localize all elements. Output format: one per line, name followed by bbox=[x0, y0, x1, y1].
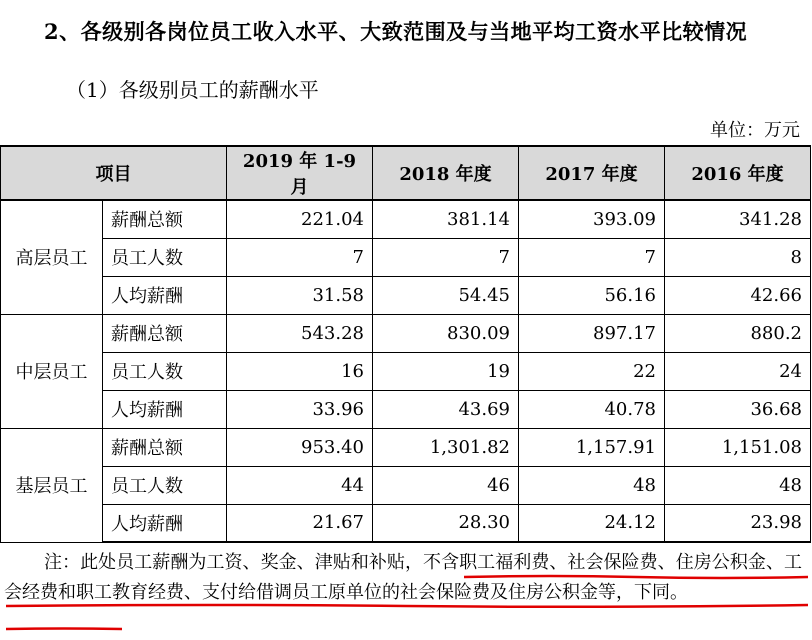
table-row bbox=[1, 276, 811, 314]
value-cell: 543.28 bbox=[227, 314, 373, 352]
header-2016: 2016 年度 bbox=[665, 146, 811, 200]
value-cell: 23.98 bbox=[665, 504, 811, 542]
metric-label: 人均薪酬 bbox=[103, 390, 227, 428]
unit-label: 单位：万元 bbox=[710, 120, 800, 141]
value-cell: 42.66 bbox=[665, 276, 811, 314]
group-label: 中层员工 bbox=[1, 314, 103, 428]
value-cell: 880.2 bbox=[665, 314, 811, 352]
value-cell: 8 bbox=[665, 238, 811, 276]
header-2018: 2018 年度 bbox=[373, 146, 519, 200]
value-cell: 33.96 bbox=[227, 390, 373, 428]
table-row bbox=[1, 352, 811, 390]
salary-table bbox=[0, 145, 811, 543]
red-underline-stroke bbox=[6, 605, 808, 607]
red-underline-mark bbox=[464, 574, 808, 580]
table-row bbox=[1, 390, 811, 428]
red-underline-mark bbox=[6, 626, 122, 632]
value-cell: 22 bbox=[519, 352, 665, 390]
red-underline-mark bbox=[6, 602, 808, 610]
group-label: 高层员工 bbox=[1, 200, 103, 314]
value-cell: 1,151.08 bbox=[665, 428, 811, 466]
value-cell: 16 bbox=[227, 352, 373, 390]
value-cell: 54.45 bbox=[373, 276, 519, 314]
metric-label: 员工人数 bbox=[103, 238, 227, 276]
metric-label: 薪酬总额 bbox=[103, 200, 227, 238]
value-cell: 7 bbox=[373, 238, 519, 276]
value-cell: 21.67 bbox=[227, 504, 373, 542]
table-row bbox=[1, 314, 811, 352]
table-row bbox=[1, 504, 811, 542]
value-cell: 1,157.91 bbox=[519, 428, 665, 466]
table-row bbox=[1, 200, 811, 238]
value-cell: 43.69 bbox=[373, 390, 519, 428]
metric-label: 人均薪酬 bbox=[103, 504, 227, 542]
metric-label: 薪酬总额 bbox=[103, 428, 227, 466]
section-heading: 2、各级别各岗位员工收入水平、大致范围及与当地平均工资水平比较情况 bbox=[44, 19, 748, 44]
metric-label: 人均薪酬 bbox=[103, 276, 227, 314]
value-cell: 393.09 bbox=[519, 200, 665, 238]
table-row bbox=[1, 238, 811, 276]
value-cell: 7 bbox=[227, 238, 373, 276]
value-cell: 341.28 bbox=[665, 200, 811, 238]
subsection-heading: （1）各级别员工的薪酬水平 bbox=[66, 78, 319, 102]
value-cell: 7 bbox=[519, 238, 665, 276]
value-cell: 31.58 bbox=[227, 276, 373, 314]
value-cell: 1,301.82 bbox=[373, 428, 519, 466]
value-cell: 44 bbox=[227, 466, 373, 504]
table-row bbox=[1, 428, 811, 466]
value-cell: 221.04 bbox=[227, 200, 373, 238]
value-cell: 897.17 bbox=[519, 314, 665, 352]
red-underline-stroke bbox=[464, 576, 808, 578]
header-2019: 2019 年 1-9 月 bbox=[227, 146, 373, 200]
value-cell: 40.78 bbox=[519, 390, 665, 428]
value-cell: 381.14 bbox=[373, 200, 519, 238]
metric-label: 薪酬总额 bbox=[103, 314, 227, 352]
value-cell: 19 bbox=[373, 352, 519, 390]
value-cell: 830.09 bbox=[373, 314, 519, 352]
value-cell: 48 bbox=[665, 466, 811, 504]
value-cell: 46 bbox=[373, 466, 519, 504]
value-cell: 56.16 bbox=[519, 276, 665, 314]
value-cell: 24 bbox=[665, 352, 811, 390]
table-header-row bbox=[1, 146, 811, 200]
value-cell: 36.68 bbox=[665, 390, 811, 428]
header-item: 项目 bbox=[1, 146, 227, 200]
value-cell: 48 bbox=[519, 466, 665, 504]
table-footnote: 注：此处员工薪酬为工资、奖金、津贴和补贴，不含职工福利费、社会保险费、住房公积金、工会经费和职工教育经费、支付给借调员工原单位的社会保险费及住房公积金等，下同。 bbox=[4, 552, 802, 603]
value-cell: 953.40 bbox=[227, 428, 373, 466]
red-underline-stroke bbox=[6, 629, 122, 630]
header-2017: 2017 年度 bbox=[519, 146, 665, 200]
value-cell: 28.30 bbox=[373, 504, 519, 542]
table-row bbox=[1, 466, 811, 504]
metric-label: 员工人数 bbox=[103, 352, 227, 390]
value-cell: 24.12 bbox=[519, 504, 665, 542]
group-label: 基层员工 bbox=[1, 428, 103, 542]
metric-label: 员工人数 bbox=[103, 466, 227, 504]
